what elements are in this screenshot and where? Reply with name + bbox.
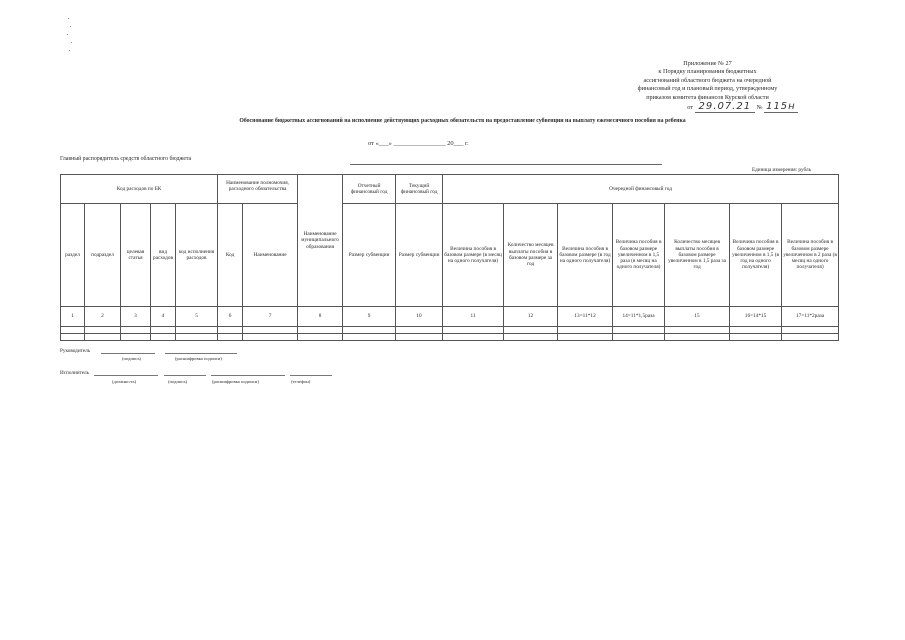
appendix-block xyxy=(600,60,815,112)
header-razmer-subvencii-otchetny: Размер субвенции xyxy=(343,204,396,307)
header-kod: Код xyxy=(218,204,243,307)
appendix-number-prefix: № xyxy=(756,104,763,112)
budget-justification-table xyxy=(60,174,839,341)
scan-speckles xyxy=(66,18,76,58)
unit-label: Единица измерения: рубль xyxy=(752,167,811,173)
rukovoditel-label: Руководитель xyxy=(60,348,91,354)
ispolnitel-row xyxy=(60,369,332,376)
appendix-line: приказом комитета финансов Курской области xyxy=(646,93,769,101)
appendix-line: финансовый год и плановый период, утвержденному xyxy=(637,85,778,93)
table-empty-row xyxy=(61,327,839,334)
rukovoditel-signature-line xyxy=(101,347,155,354)
appendix-line: Приложение № 27 xyxy=(683,60,732,67)
table-empty-row xyxy=(61,334,839,341)
ispolnitel-caption-position: (должность) xyxy=(112,379,137,384)
header-col-15: Количество месяцев выплаты пособия в базовом размере увеличенном в 1,5 раза за год xyxy=(665,204,730,307)
header-vid-rashodov: вид расходов xyxy=(151,204,176,307)
rukovoditel-decoding-line xyxy=(165,347,237,354)
header-naim-rashodnogo-obyazatelstva: Наименование полномочия, расходного обязательства xyxy=(218,175,298,204)
column-number: 16=14*15 xyxy=(730,307,782,327)
column-number: 11 xyxy=(443,307,504,327)
header-col-12: Количество месяцев выплаты пособия в базовом размере за год xyxy=(504,204,558,307)
table-header-row-1 xyxy=(61,175,839,204)
column-number: 2 xyxy=(85,307,121,327)
ispolnitel-signature-line xyxy=(164,369,206,376)
appendix-line: ассигнований областного бюджета на очередной xyxy=(643,76,772,84)
column-number: 14=11*1,5раза xyxy=(613,307,665,327)
rukovoditel-caption-decoding: (расшифровка подписи) xyxy=(175,356,222,361)
header-ocherednoy-god: Очередной финансовый год xyxy=(443,175,839,204)
column-number: 8 xyxy=(298,307,343,327)
header-col-11: Величина пособия в базовом размере (в месяц на одного получателя) xyxy=(443,204,504,307)
header-celevaya-statya: целевая статья xyxy=(121,204,151,307)
column-number: 13=11*12 xyxy=(558,307,613,327)
handwritten-number: 115н xyxy=(766,101,796,113)
column-number: 17=11*2раза xyxy=(782,307,839,327)
appendix-date-line xyxy=(600,103,815,112)
document-date-line: от «___» ________________ 20___ г. xyxy=(368,140,469,147)
ispolnitel-caption-signature: (подпись) xyxy=(168,379,188,384)
header-otchetny-god: Отчетный финансовый год xyxy=(343,175,396,204)
appendix-date-prefix: от xyxy=(687,104,693,112)
appendix-line: к Порядку планирования бюджетных xyxy=(658,68,757,76)
document-title: Обоснование бюджетных ассигнований на исполнение действующих расходных обязательств на предоставление субвенции на выплату ежемесячного пособия на ребенка xyxy=(239,118,686,124)
header-kod-rashoda: Код расходов по БК xyxy=(61,175,218,204)
column-number: 4 xyxy=(151,307,176,327)
header-naimenovanie: Наименование xyxy=(243,204,298,307)
column-number: 3 xyxy=(121,307,151,327)
column-number: 10 xyxy=(396,307,443,327)
column-number: 9 xyxy=(343,307,396,327)
column-number: 1 xyxy=(61,307,85,327)
ispolnitel-caption-decoding: (расшифровка подписи) xyxy=(212,379,259,384)
main-manager-label: Главный распорядитель средств областного бюджета xyxy=(60,156,192,162)
column-number: 6 xyxy=(218,307,243,327)
header-col-14: Величина пособия в базовом размере увеличенном в 1,5 раза (в месяц на одного получателя) xyxy=(613,204,665,307)
ispolnitel-position-line xyxy=(94,369,158,376)
table-header-row-2 xyxy=(61,204,839,307)
header-razdel: раздел xyxy=(61,204,85,307)
header-col-16: Величина пособия в базовом размере увеличенном в 1,5 (в год на одного получателя) xyxy=(730,204,782,307)
rukovoditel-row xyxy=(60,347,237,354)
header-col-17: Величина пособия в базовом размере увеличенном в 2 раза (в месяц на одного получателя) xyxy=(782,204,839,307)
ispolnitel-caption-phone: (телефон) xyxy=(291,379,311,384)
ispolnitel-phone-line xyxy=(290,369,332,376)
column-number: 5 xyxy=(176,307,218,327)
column-number: 15 xyxy=(665,307,730,327)
main-manager-fill-line xyxy=(350,164,662,165)
column-numbers-row xyxy=(61,307,839,327)
header-col-13: Величина пособия в базовом размере (в год на одного получателя) xyxy=(558,204,613,307)
header-tekushchy-god: Текущий финансовый год xyxy=(396,175,443,204)
ispolnitel-decoding-line xyxy=(211,369,285,376)
ispolnitel-label: Исполнитель xyxy=(60,370,90,376)
header-kod-ispolneniya: код исполнения расходов xyxy=(176,204,218,307)
rukovoditel-caption-signature: (подпись) xyxy=(122,356,142,361)
header-podrazdel: подраздел xyxy=(85,204,121,307)
column-number: 12 xyxy=(504,307,558,327)
header-razmer-subvencii-tekushchy: Размер субвенции xyxy=(396,204,443,307)
header-naim-municipalnogo-obrazovaniya: Наименование муниципального образования xyxy=(298,175,343,307)
handwritten-date: 29.07.21 xyxy=(695,101,756,113)
column-number: 7 xyxy=(243,307,298,327)
